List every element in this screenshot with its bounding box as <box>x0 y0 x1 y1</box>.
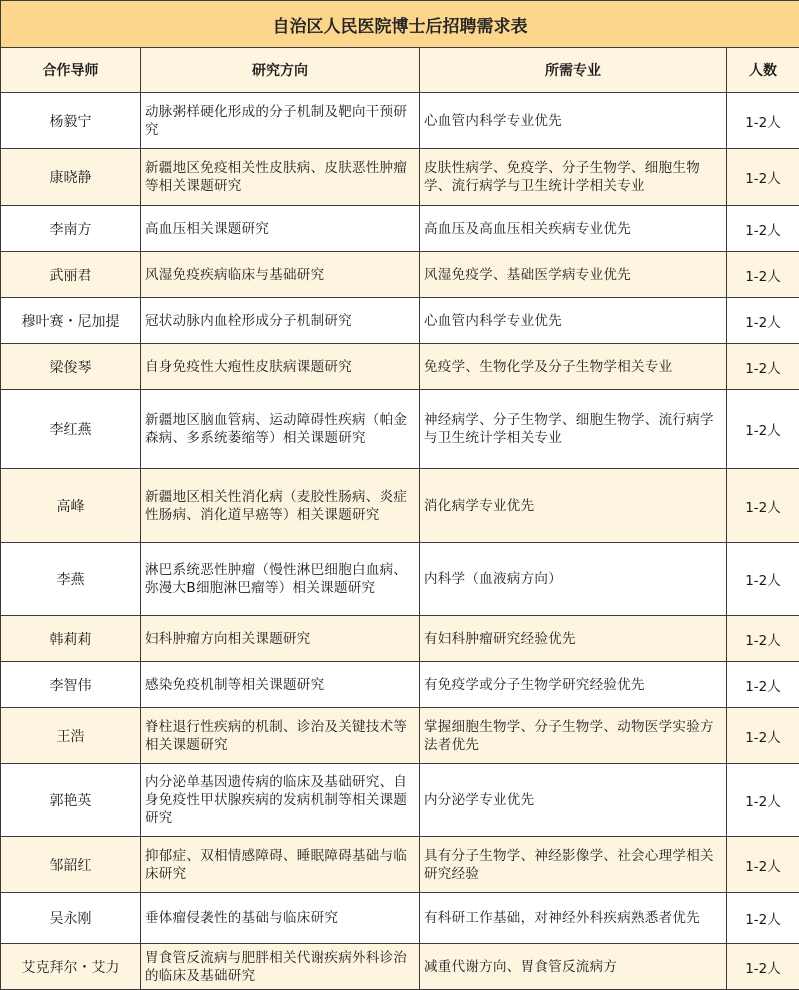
mentor-cell: 穆叶赛・尼加提 <box>1 298 141 344</box>
count-cell: 1-2人 <box>727 944 799 990</box>
major-cell: 有科研工作基础，对神经外科疾病熟悉者优先 <box>420 893 727 944</box>
count-cell: 1-2人 <box>727 469 799 543</box>
mentor-cell: 高峰 <box>1 469 141 543</box>
count-cell: 1-2人 <box>727 344 799 390</box>
table-row <box>1 893 799 944</box>
mentor-cell: 李红燕 <box>1 390 141 469</box>
direction-cell: 新疆地区脑血管病、运动障碍性疾病（帕金森病、多系统萎缩等）相关课题研究 <box>141 390 420 469</box>
table-row <box>1 149 799 206</box>
table-row <box>1 708 799 764</box>
major-cell: 免疫学、生物化学及分子生物学相关专业 <box>420 344 727 390</box>
table-row <box>1 93 799 149</box>
major-cell: 神经病学、分子生物学、细胞生物学、流行病学与卫生统计学相关专业 <box>420 390 727 469</box>
count-cell: 1-2人 <box>727 893 799 944</box>
count-cell: 1-2人 <box>727 764 799 837</box>
count-cell: 1-2人 <box>727 543 799 616</box>
table-row <box>1 252 799 298</box>
direction-cell: 内分泌单基因遗传病的临床及基础研究、自身免疫性甲状腺疾病的发病机制等相关课题研究 <box>141 764 420 837</box>
mentor-cell: 李燕 <box>1 543 141 616</box>
count-cell: 1-2人 <box>727 390 799 469</box>
major-cell: 减重代谢方向、胃食管反流病方 <box>420 944 727 990</box>
major-cell: 皮肤性病学、免疫学、分子生物学、细胞生物学、流行病学与卫生统计学相关专业 <box>420 149 727 206</box>
table-row <box>1 390 799 469</box>
direction-cell: 感染免疫机制等相关课题研究 <box>141 662 420 708</box>
direction-cell: 高血压相关课题研究 <box>141 206 420 252</box>
mentor-cell: 邹韶红 <box>1 837 141 893</box>
mentor-cell: 康晓静 <box>1 149 141 206</box>
direction-cell: 抑郁症、双相情感障碍、睡眠障碍基础与临床研究 <box>141 837 420 893</box>
count-cell: 1-2人 <box>727 837 799 893</box>
major-cell: 消化病学专业优先 <box>420 469 727 543</box>
direction-cell: 新疆地区免疫相关性皮肤病、皮肤恶性肿瘤等相关课题研究 <box>141 149 420 206</box>
major-cell: 掌握细胞生物学、分子生物学、动物医学实验方法者优先 <box>420 708 727 764</box>
count-cell: 1-2人 <box>727 149 799 206</box>
table-title: 自治区人民医院博士后招聘需求表 <box>1 1 799 48</box>
header-mentor: 合作导师 <box>1 48 141 93</box>
mentor-cell: 王浩 <box>1 708 141 764</box>
title-row <box>1 1 799 48</box>
major-cell: 内科学（血液病方向） <box>420 543 727 616</box>
direction-cell: 淋巴系统恶性肿瘤（慢性淋巴细胞白血病、弥漫大B细胞淋巴瘤等）相关课题研究 <box>141 543 420 616</box>
table-row <box>1 206 799 252</box>
count-cell: 1-2人 <box>727 298 799 344</box>
mentor-cell: 郭艳英 <box>1 764 141 837</box>
header-direction: 研究方向 <box>141 48 420 93</box>
mentor-cell: 李智伟 <box>1 662 141 708</box>
count-cell: 1-2人 <box>727 708 799 764</box>
count-cell: 1-2人 <box>727 93 799 149</box>
mentor-cell: 杨毅宁 <box>1 93 141 149</box>
major-cell: 有妇科肿瘤研究经验优先 <box>420 616 727 662</box>
mentor-cell: 武丽君 <box>1 252 141 298</box>
mentor-cell: 韩莉莉 <box>1 616 141 662</box>
mentor-cell: 吴永刚 <box>1 893 141 944</box>
header-major: 所需专业 <box>420 48 727 93</box>
count-cell: 1-2人 <box>727 206 799 252</box>
major-cell: 具有分子生物学、神经影像学、社会心理学相关研究经验 <box>420 837 727 893</box>
major-cell: 心血管内科学专业优先 <box>420 93 727 149</box>
direction-cell: 新疆地区相关性消化病（麦胶性肠病、炎症性肠病、消化道早癌等）相关课题研究 <box>141 469 420 543</box>
table-row <box>1 837 799 893</box>
table-row <box>1 616 799 662</box>
table-row <box>1 469 799 543</box>
major-cell: 内分泌学专业优先 <box>420 764 727 837</box>
direction-cell: 自身免疫性大疱性皮肤病课题研究 <box>141 344 420 390</box>
table-row <box>1 543 799 616</box>
table-row <box>1 662 799 708</box>
mentor-cell: 艾克拜尔・艾力 <box>1 944 141 990</box>
direction-cell: 妇科肿瘤方向相关课题研究 <box>141 616 420 662</box>
mentor-cell: 梁俊琴 <box>1 344 141 390</box>
direction-cell: 冠状动脉内血栓形成分子机制研究 <box>141 298 420 344</box>
count-cell: 1-2人 <box>727 616 799 662</box>
major-cell: 心血管内科学专业优先 <box>420 298 727 344</box>
header-row <box>1 48 799 93</box>
direction-cell: 动脉粥样硬化形成的分子机制及靶向干预研究 <box>141 93 420 149</box>
table-row <box>1 344 799 390</box>
direction-cell: 垂体瘤侵袭性的基础与临床研究 <box>141 893 420 944</box>
table-row <box>1 298 799 344</box>
table-row <box>1 764 799 837</box>
direction-cell: 风湿免疫疾病临床与基础研究 <box>141 252 420 298</box>
direction-cell: 脊柱退行性疾病的机制、诊治及关键技术等相关课题研究 <box>141 708 420 764</box>
direction-cell: 胃食管反流病与肥胖相关代谢疾病外科诊治的临床及基础研究 <box>141 944 420 990</box>
major-cell: 高血压及高血压相关疾病专业优先 <box>420 206 727 252</box>
mentor-cell: 李南方 <box>1 206 141 252</box>
count-cell: 1-2人 <box>727 252 799 298</box>
major-cell: 风湿免疫学、基础医学病专业优先 <box>420 252 727 298</box>
header-count: 人数 <box>727 48 799 93</box>
count-cell: 1-2人 <box>727 662 799 708</box>
major-cell: 有免疫学或分子生物学研究经验优先 <box>420 662 727 708</box>
table-row <box>1 944 799 990</box>
